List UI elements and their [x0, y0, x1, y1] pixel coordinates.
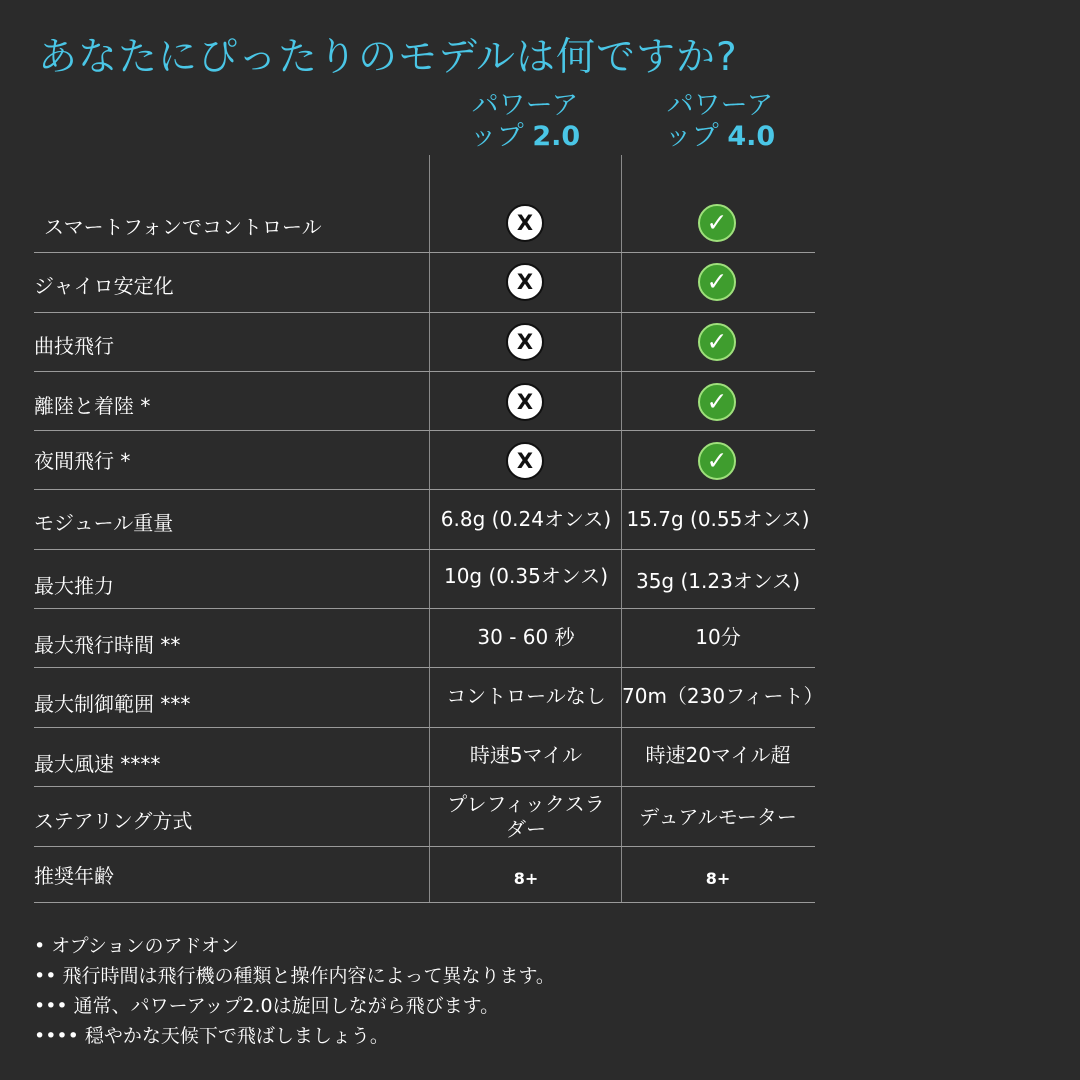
cell-value: 8+ [513, 869, 539, 888]
row-label: スマートフォンでコントロール [44, 215, 322, 239]
cell-value: プレフィックスラダー [447, 792, 605, 841]
cell-value: 時速5マイル [469, 743, 583, 767]
row-label: ジャイロ安定化 [34, 274, 174, 298]
table-row-steering [34, 787, 815, 847]
page-title: あなたにぴったりのモデルは何ですか? [38, 35, 738, 80]
x-icon [506, 204, 544, 242]
footnote: • オプションのアドオン [34, 935, 239, 957]
row-label: 夜間飛行 * [34, 449, 131, 473]
row-label: 最大推力 [34, 574, 114, 598]
footnote: ••• 通常、パワーアップ2.0は旋回しながら飛びます。 [34, 995, 500, 1017]
check-icon [698, 383, 736, 421]
table-row-recommended-age [34, 847, 815, 903]
column-header-line1: パワーア [666, 90, 774, 121]
row-label: 最大風速 **** [34, 752, 161, 776]
x-icon [506, 323, 544, 361]
table-row-takeoff-landing [34, 372, 815, 431]
x-icon [506, 442, 544, 480]
column-header-powerup-4 [625, 90, 815, 152]
row-label: 最大飛行時間 ** [34, 633, 181, 657]
cell-value: 10g (0.35オンス) [443, 564, 609, 588]
cell-value: 15.7g (0.55オンス) [626, 507, 810, 531]
cell-value: 10分 [695, 625, 741, 649]
table-row-smartphone-control [34, 193, 815, 253]
check-icon [698, 323, 736, 361]
cell-value: 時速20マイル超 [645, 743, 791, 767]
column-header-line1: パワーア [471, 90, 579, 121]
check-icon [698, 263, 736, 301]
column-header-name: ップ [664, 121, 719, 152]
table-row-max-thrust [34, 550, 815, 609]
cell-value: 8+ [705, 869, 731, 888]
column-header-powerup-2 [430, 90, 620, 152]
cell-value: 30 - 60 秒 [477, 625, 575, 649]
row-label: 推奨年齢 [34, 864, 114, 888]
x-icon [506, 383, 544, 421]
table-row-gyro [34, 253, 815, 313]
cell-value: 70m（230フィート） [622, 684, 824, 708]
check-icon [698, 442, 736, 480]
table-row-max-control-range [34, 668, 824, 728]
row-label: 曲技飛行 [34, 334, 114, 358]
row-label: ステアリング方式 [34, 809, 193, 833]
table-row-aerobatics [34, 313, 815, 372]
row-label: 最大制御範囲 *** [34, 692, 191, 716]
column-header-version: 4.0 [727, 121, 776, 152]
table-row-night-flight [34, 431, 815, 490]
row-label: モジュール重量 [34, 511, 174, 535]
cell-value: デュアルモーター [639, 805, 797, 829]
footnote: •••• 穏やかな天候下で飛ばしましょう。 [34, 1025, 389, 1047]
x-icon [506, 263, 544, 301]
column-header-line2 [625, 121, 815, 152]
cell-value: 35g (1.23オンス) [635, 569, 801, 593]
column-header-name: ップ [469, 121, 524, 152]
cell-value: 6.8g (0.24オンス) [440, 507, 612, 531]
table-row-max-flight-time [34, 609, 815, 668]
row-label: 離陸と着陸 * [34, 394, 151, 418]
check-icon [698, 204, 736, 242]
footnotes [34, 931, 555, 1051]
column-header-version: 2.0 [532, 121, 581, 152]
table-row-max-wind-speed [34, 728, 815, 787]
table-row-module-weight [34, 490, 815, 550]
cell-value: コントロールなし [446, 684, 606, 708]
column-header-line2 [430, 121, 620, 152]
footnote: •• 飛行時間は飛行機の種類と操作内容によって異なります。 [34, 965, 555, 987]
